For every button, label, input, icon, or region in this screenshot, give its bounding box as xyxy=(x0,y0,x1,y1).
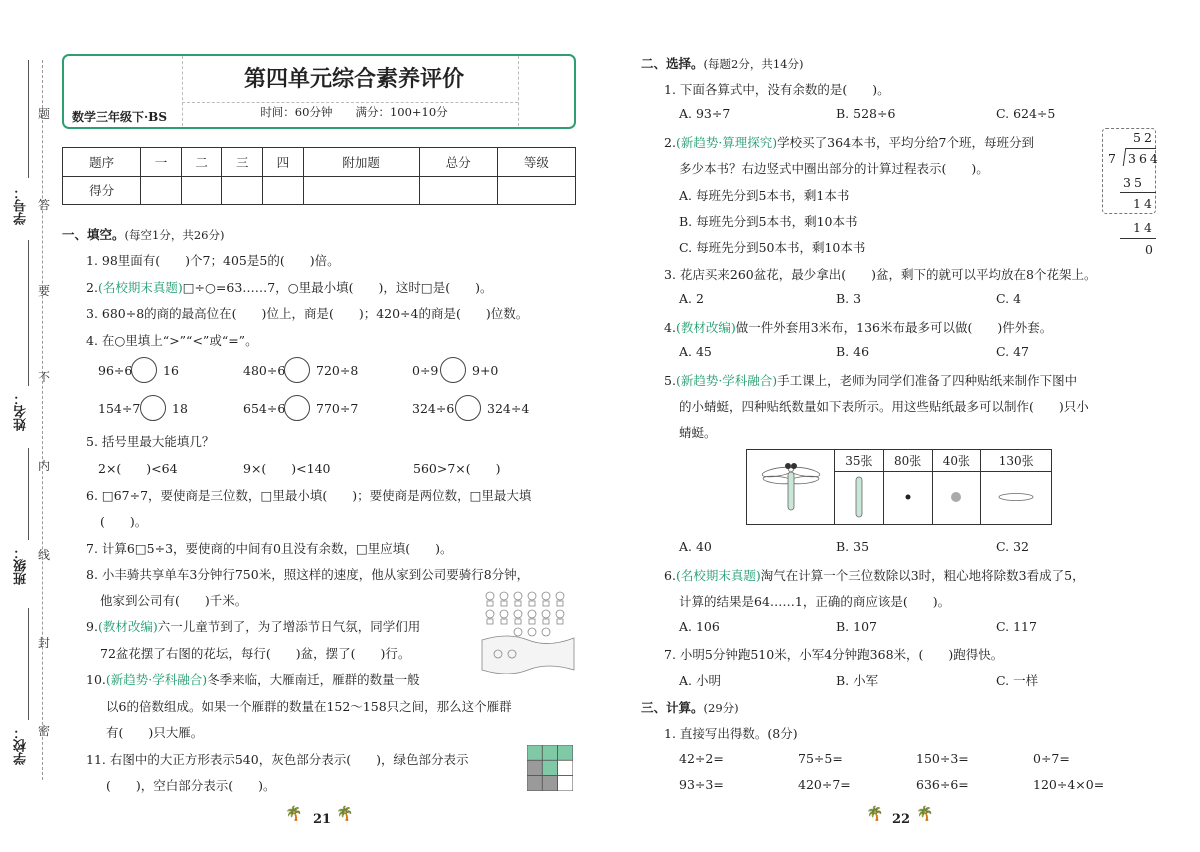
compare-right: 720÷8 xyxy=(316,363,359,378)
class-label: 班级： xyxy=(14,546,29,585)
tree-icon: 🌴 xyxy=(866,806,884,822)
q1-6-line2: ( )。 xyxy=(100,514,148,529)
grid-cell-green xyxy=(527,745,542,760)
q2-5-line3: 蜻蜓。 xyxy=(679,425,717,440)
q2-7-option[interactable]: C. 一样 xyxy=(996,673,1039,688)
score-cell: 总分 xyxy=(419,148,497,177)
q1-8-line2: 他家到公司有( )千米。 xyxy=(100,593,248,608)
sticker-table xyxy=(746,449,1052,525)
q1-2-tag: (名校期末真题) xyxy=(97,280,183,295)
q2-4-option[interactable]: A. 45 xyxy=(679,344,712,359)
q2-5-text: 手工课上，老师为同学们准备了四种贴纸来制作下图中 xyxy=(777,373,1078,388)
q2-1-option[interactable]: B. 528÷6 xyxy=(836,106,896,121)
compare-right: 324÷4 xyxy=(487,401,530,416)
q2-2-option[interactable]: C. 每班先分到50本书，剩10本书 xyxy=(679,240,866,255)
sticker-count: 40张 xyxy=(932,450,981,472)
score-cell: 得分 xyxy=(63,176,141,205)
score-table-row xyxy=(63,176,576,205)
name-label: 姓名： xyxy=(14,392,29,431)
class-line xyxy=(28,448,29,540)
q1-2-num: 2. xyxy=(86,280,98,295)
margin-char: 要 xyxy=(38,284,51,298)
q2-3-option[interactable]: A. 2 xyxy=(679,291,704,306)
student-id-label: 学号： xyxy=(14,186,29,225)
q2-6-option[interactable]: A. 106 xyxy=(679,619,720,634)
compare-left: 324÷6 xyxy=(412,401,455,416)
score-input-cell[interactable] xyxy=(263,176,304,205)
score-cell: 四 xyxy=(263,148,304,177)
calc-item[interactable]: 420÷7= xyxy=(798,777,851,792)
q2-4-option[interactable]: B. 46 xyxy=(836,344,870,359)
q2-3-option[interactable]: B. 3 xyxy=(836,291,862,306)
sticker-head-icon xyxy=(932,472,981,525)
score-cell: 等级 xyxy=(497,148,575,177)
q2-7: 7. 小明5分钟跑510米，小军4分钟跑368米，( )跑得快。 xyxy=(664,647,1004,662)
exam-subtitle: 数学三年级下·BS xyxy=(72,110,167,124)
division-dividend: 364 xyxy=(1128,151,1161,166)
grid-cell-green xyxy=(542,760,557,775)
division-remainder: 0 xyxy=(1145,242,1153,257)
q2-5-option[interactable]: A. 40 xyxy=(679,539,712,554)
margin-char: 题 xyxy=(38,107,51,121)
score-table xyxy=(62,147,576,205)
score-input-cell[interactable] xyxy=(222,176,263,205)
score-cell: 二 xyxy=(181,148,222,177)
score-input-cell[interactable] xyxy=(181,176,222,205)
score-cell: 附加题 xyxy=(303,148,419,177)
q1-4: 4. 在○里填上“>”“<”或“=”。 xyxy=(86,333,258,348)
sticker-count: 80张 xyxy=(883,450,932,472)
grid-cell-gray xyxy=(527,760,542,775)
q2-1: 1. 下面各算式中，没有余数的是( )。 xyxy=(664,82,890,97)
compare-circle[interactable] xyxy=(440,357,466,383)
q1-9-line2: 72盆花摆了右图的花坛，每行( )盆，摆了( )行。 xyxy=(100,646,411,661)
section2-note: (每题2分，共14分) xyxy=(703,57,804,71)
section3-note: (29分) xyxy=(703,701,739,715)
q2-2-option[interactable]: B. 每班先分到5本书，剩10本书 xyxy=(679,214,858,229)
margin-char: 密 xyxy=(38,724,51,738)
q1-5-item: 2×( )<64 xyxy=(98,461,178,476)
q2-7-option[interactable]: A. 小明 xyxy=(679,673,721,688)
q2-7-option[interactable]: B. 小军 xyxy=(836,673,879,688)
student-id-line xyxy=(28,60,29,178)
exam-title: 第四单元综合素养评价 xyxy=(243,67,464,92)
q2-5-num: 5. xyxy=(664,373,676,388)
q1-5-item: 9×( )<140 xyxy=(243,461,331,476)
q2-6-line2: 计算的结果是64……1，正确的商应该是( )。 xyxy=(679,594,951,609)
compare-circle[interactable] xyxy=(284,357,310,383)
q1-9-num: 9. xyxy=(86,619,98,634)
division-step: 14 xyxy=(1133,196,1155,211)
q2-2-tag: (新趋势·算理探究) xyxy=(675,135,778,150)
page-number-left: 21 xyxy=(313,812,332,827)
page-number-right: 22 xyxy=(892,812,911,827)
school-line xyxy=(28,608,29,720)
compare-left: 480÷6 xyxy=(243,363,286,378)
q1-10-num: 10. xyxy=(86,672,106,687)
q3-1: 1. 直接写出得数。(8分) xyxy=(664,726,798,741)
calc-item[interactable]: 75÷5= xyxy=(798,751,843,766)
q1-10-text: 冬季来临，大雁南迁，雁群的数量一般 xyxy=(207,672,420,687)
grid-cell-blank xyxy=(558,776,573,791)
q1-11-line1: 11. 右图中的大正方形表示540，灰色部分表示( )，绿色部分表示 xyxy=(86,752,469,767)
division-step: 35 xyxy=(1123,175,1145,190)
q2-6-text: 淘气在计算一个三位数除以3时，粗心地将除数3看成了5， xyxy=(760,568,1085,583)
compare-circle[interactable] xyxy=(140,395,166,421)
grid-cell-green xyxy=(542,745,557,760)
section1-title: 一、填空。 xyxy=(62,227,125,242)
calc-item[interactable]: 42÷2= xyxy=(679,751,724,766)
dragonfly-image xyxy=(747,450,835,525)
sticker-eye-icon xyxy=(883,472,932,525)
margin-char: 封 xyxy=(38,636,51,650)
q2-3: 3. 花店买来260盆花，最少拿出( )盆，剩下的就可以平均放在8个花架上。 xyxy=(664,267,1097,282)
q1-9-text: 六一儿童节到了，为了增添节日气氛，同学们用 xyxy=(157,619,421,634)
sticker-count: 130张 xyxy=(981,450,1052,472)
q2-6-num: 6. xyxy=(664,568,676,583)
sticker-count: 35张 xyxy=(835,450,884,472)
margin-char: 内 xyxy=(38,459,51,473)
compare-right: 16 xyxy=(163,363,179,378)
q2-6-tag: (名校期末真题) xyxy=(675,568,761,583)
q2-3-option[interactable]: C. 4 xyxy=(996,291,1022,306)
long-division xyxy=(1102,128,1161,260)
score-input-cell[interactable] xyxy=(419,176,497,205)
tree-icon: 🌴 xyxy=(285,806,303,822)
sticker-wing-icon xyxy=(981,472,1052,525)
q2-6-option[interactable]: B. 107 xyxy=(836,619,877,634)
score-cell: 一 xyxy=(141,148,182,177)
calc-item[interactable]: 150÷3= xyxy=(916,751,969,766)
square-grid-image xyxy=(527,745,573,791)
division-divisor: 7 xyxy=(1108,151,1116,166)
compare-circle[interactable] xyxy=(284,395,310,421)
division-quotient: 52 xyxy=(1133,130,1155,145)
q1-3: 3. 680÷8的商的最高位在( )位上，商是( )；420÷4的商是( )位数。 xyxy=(86,306,529,321)
q2-4-num: 4. xyxy=(664,320,676,335)
score-input-cell[interactable] xyxy=(497,176,575,205)
q2-1-option[interactable]: C. 624÷5 xyxy=(996,106,1056,121)
margin-char: 答 xyxy=(38,198,51,212)
margin-char: 线 xyxy=(38,548,51,562)
compare-left: 96÷6 xyxy=(98,363,133,378)
q1-9-tag: (教材改编) xyxy=(97,619,158,634)
section2-title: 二、选择。 xyxy=(641,56,704,71)
q1-10-tag: (新趋势·学科融合) xyxy=(105,672,208,687)
q2-5-option[interactable]: C. 32 xyxy=(996,539,1029,554)
calc-item[interactable]: 0÷7= xyxy=(1033,751,1070,766)
q2-4-option[interactable]: C. 47 xyxy=(996,344,1029,359)
school-label: 学校： xyxy=(14,726,29,765)
q2-4-tag: (教材改编) xyxy=(675,320,736,335)
margin-char: 不 xyxy=(38,370,51,384)
exam-header xyxy=(62,54,576,129)
score-cell: 题序 xyxy=(63,148,141,177)
name-line xyxy=(28,240,29,386)
calc-item[interactable]: 93÷3= xyxy=(679,777,724,792)
sticker-table-row xyxy=(747,450,1052,472)
division-step: 14 xyxy=(1133,220,1155,235)
q1-7: 7. 计算6□5÷3，要使商的中间有0且没有余数，□里应填( )。 xyxy=(86,541,453,556)
header-divider xyxy=(182,56,183,126)
section1-note: (每空1分，共26分) xyxy=(124,228,225,242)
q2-2-line2: 多少本书？右边竖式中圈出部分的计算过程表示( )。 xyxy=(679,161,989,176)
q1-6-line1: 6. □67÷7，要使商是三位数，□里最小填( )；要使商是两位数，□里最大填 xyxy=(86,488,532,503)
compare-right: 770÷7 xyxy=(316,401,359,416)
q2-2-text: 学校买了364本书，平均分给7个班，每班分到 xyxy=(777,135,1034,150)
compare-right: 9+0 xyxy=(472,363,499,378)
compare-left: 154÷7 xyxy=(98,401,141,416)
q2-2-num: 2. xyxy=(664,135,676,150)
header-divider xyxy=(518,56,519,126)
q1-5: 5. 括号里最大能填几？ xyxy=(86,434,215,449)
tree-icon: 🌴 xyxy=(336,806,354,822)
q1-10-line3: 有( )只大雁。 xyxy=(106,725,204,740)
q2-5-tag: (新趋势·学科融合) xyxy=(675,373,778,388)
compare-left: 0÷9 xyxy=(412,363,439,378)
calc-item[interactable]: 636÷6= xyxy=(916,777,969,792)
compare-left: 654÷6 xyxy=(243,401,286,416)
q2-6-option[interactable]: C. 117 xyxy=(996,619,1037,634)
cut-line xyxy=(42,60,43,780)
exam-time-score: 时间：60分钟 满分：100+10分 xyxy=(260,105,448,119)
q1-5-item: 560>7×( ) xyxy=(413,461,501,476)
compare-circle[interactable] xyxy=(455,395,481,421)
sticker-body-icon xyxy=(835,472,884,525)
score-cell: 三 xyxy=(222,148,263,177)
q2-2-option[interactable]: A. 每班先分到5本书，剩1本书 xyxy=(679,188,850,203)
calc-item[interactable]: 120÷4×0= xyxy=(1033,777,1105,792)
score-input-cell[interactable] xyxy=(303,176,419,205)
tree-icon: 🌴 xyxy=(916,806,934,822)
q2-1-option[interactable]: A. 93÷7 xyxy=(679,106,731,121)
score-input-cell[interactable] xyxy=(141,176,182,205)
q2-5-line2: 的小蜻蜓，四种贴纸数量如下表所示。用这些贴纸最多可以制作( )只小 xyxy=(679,399,1089,414)
q1-1: 1. 98里面有( )个7；405是5的( )倍。 xyxy=(86,253,340,268)
q1-11-line2: ( )，空白部分表示( )。 xyxy=(106,778,276,793)
compare-circle[interactable] xyxy=(131,357,157,383)
grid-cell-blank xyxy=(558,760,573,775)
grid-cell-gray xyxy=(527,776,542,791)
q2-4-text: 做一件外套用3米布，136米布最多可以做( )件外套。 xyxy=(735,320,1053,335)
q1-10-line2: 以6的倍数组成。如果一个雁群的数量在152～158只之间，那么这个雁群 xyxy=(106,699,512,714)
compare-right: 18 xyxy=(172,401,188,416)
header-divider xyxy=(182,102,518,103)
q1-2-text: □÷○=63……7，○里最小填( )，这时□是( )。 xyxy=(182,280,493,295)
score-table-row xyxy=(63,148,576,177)
q1-8-line1: 8. 小丰骑共享单车3分钟行750米，照这样的速度，他从家到公司要骑行8分钟， xyxy=(86,567,530,582)
grid-cell-green xyxy=(558,745,573,760)
flower-bed-image xyxy=(478,588,578,674)
section3-title: 三、计算。 xyxy=(641,700,704,715)
q2-5-option[interactable]: B. 35 xyxy=(836,539,870,554)
grid-cell-gray xyxy=(542,776,557,791)
